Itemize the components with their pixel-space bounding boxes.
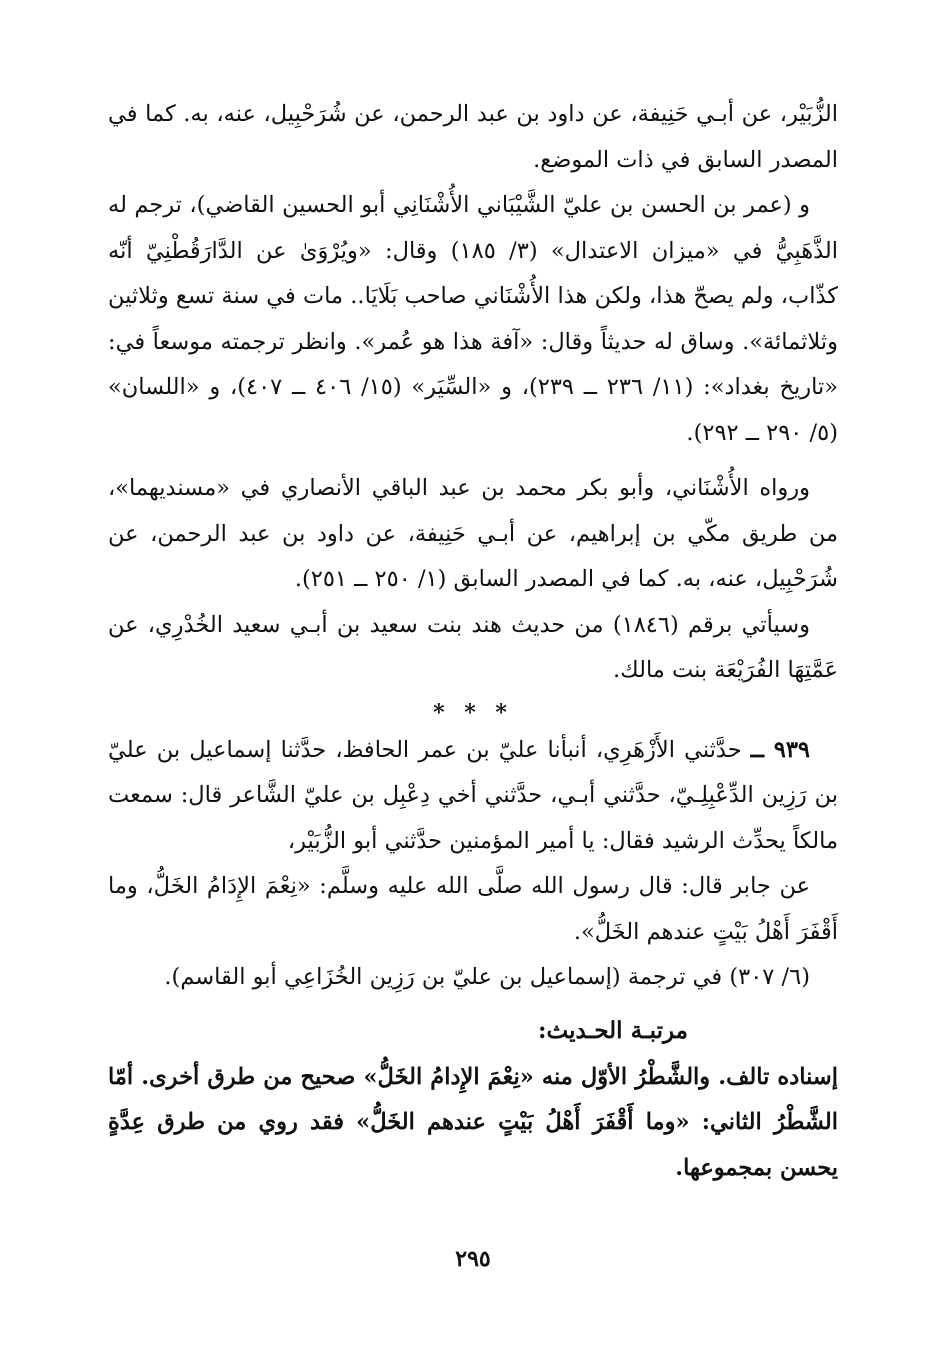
hadith-number: ٩٣٩ ــ <box>750 736 810 763</box>
hadith-chain-text: حدَّثني الأَزْهَرِي، أنبأنا عليّ بن عمر الحافظ، حدَّثنا إسماعيل بن عليّ بن رَزِين الدِّعْبِلِـيّ، حدَّثني أبـي، حدَّثني أخي دِعْبِل بن عليّ الشَّاعر قال: سمعت مالكاً يحدِّث الرشيد فقال: يا أمير المؤمنين حدَّثني أبو الزُّبَيْر، <box>108 736 838 854</box>
grading-paragraph: إسناده تالف. والشَّطْرُ الأوّل منه «نِعْمَ الإِدامُ الخَلُّ» صحيح من طرق أخرى. أمّا الشَّطْرُ الثاني: «وما أَقْفَرَ أَهْلُ بَيْتٍ عندهم الخَلُّ» فقد روي من طرق عِدَّةٍ يحسن بمجموعها. <box>108 1063 838 1181</box>
footnote-paragraph-4: وسيأتي برقم (١٨٤٦) من حديث هند بنت سعيد بن أبـي سعيد الخُدْرِي، عن عَمَّتِهَا الفُرَيْعَة بنت مالك. <box>108 611 838 683</box>
footnote-paragraph-2: و (عمر بن الحسن بن عليّ الشَّيْبَاني الأُشْنَانِي أبو الحسين القاضي)، ترجم له الذَّهَبِيُّ في «ميزان الاعتدال» (٣/ ١٨٥) وقال: «ويُرْوَىٰ عن الدَّارَقُطْنِيّ أنّه كذّاب، ولم يصحّ هذا، ولكن هذا الأُشْنَاني صاحب بَلَايَا.. مات في سنة تسع وثلاثين وثلاثمائة». وساق له حديثاً وقال: «آفة هذا هو عُمر». وانظر ترجمته موسعاً في: «تاريخ بغداد»: (١١/ ٢٣٦ ــ ٢٣٩)، و «السِّيَر» (١٥/ ٤٠٦ ــ ٤٠٧)، و «اللسان» (٥/ ٢٩٠ ــ ٢٩٢). <box>108 192 839 446</box>
grading-heading: مرتبـة الحـديث: <box>538 1016 688 1044</box>
hadith-source-reference: (٦/ ٣٠٧) في ترجمة (إسماعيل بن عليّ بن رَزِين الخُزَاعِي أبو القاسم). <box>164 964 810 990</box>
page-number: ٢٩٥ <box>455 1246 491 1272</box>
footnote-paragraph-3: ورواه الأُشْنَاني، وأبو بكر محمد بن عبد الباقي الأنصاري في «مسنديهما»، من طريق مكّي بن إبراهيم، عن أبـي حَنِيفة، عن داود بن عبد الرحمن، عن شُرَحْبِيل، عنه، به. كما في المصدر السابق (١/ ٢٥٠ ــ ٢٥١). <box>108 475 838 592</box>
section-separator: * * * <box>433 699 513 726</box>
footnote-paragraph-1: الزُّبَيْر، عن أبـي حَنِيفة، عن داود بن عبد الرحمن، عن شُرَحْبِيل، عنه، به. كما في المصدر السابق في ذات الموضع. <box>108 101 838 173</box>
hadith-paragraph-2: عن جابر قال: قال رسول الله صلَّى الله عليه وسلَّم: «نِعْمَ الإِدَامُ الخَلُّ، وما أَقْفَرَ أَهْلُ بَيْتٍ عندهم الخَلُّ». <box>108 873 838 945</box>
hadith-paragraph-1 <box>108 728 838 865</box>
